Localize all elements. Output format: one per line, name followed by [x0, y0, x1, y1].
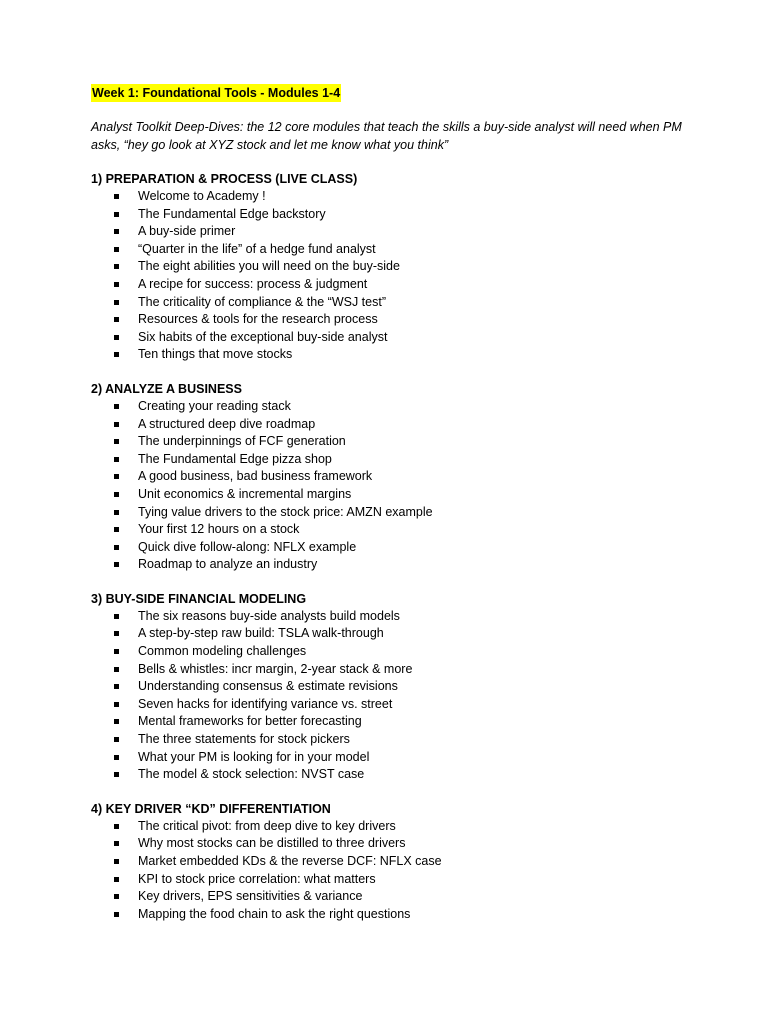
list-item — [91, 486, 691, 504]
square-bullet-icon — [114, 422, 119, 427]
section-item-list — [91, 818, 691, 924]
square-bullet-icon — [114, 335, 119, 340]
module-section — [91, 591, 691, 784]
list-item — [91, 888, 691, 906]
list-item — [91, 643, 691, 661]
section-item-list — [91, 398, 691, 574]
list-item — [91, 294, 691, 312]
square-bullet-icon — [114, 894, 119, 899]
module-sections — [91, 171, 691, 923]
list-item-text: A recipe for success: process & judgment — [138, 276, 368, 291]
list-item-text: Why most stocks can be distilled to three drivers — [138, 836, 406, 851]
list-item-text: Unit economics & incremental margins — [138, 486, 352, 501]
list-item — [91, 539, 691, 557]
list-item — [91, 678, 691, 696]
list-item-text: The underpinnings of FCF generation — [138, 434, 346, 449]
list-item-text: Bells & whistles: incr margin, 2-year stack & more — [138, 661, 413, 676]
list-item — [91, 206, 691, 224]
list-item — [91, 398, 691, 416]
square-bullet-icon — [114, 439, 119, 444]
square-bullet-icon — [114, 841, 119, 846]
square-bullet-icon — [114, 212, 119, 217]
list-item — [91, 258, 691, 276]
list-item-text: Mapping the food chain to ask the right questions — [138, 906, 411, 921]
square-bullet-icon — [114, 719, 119, 724]
square-bullet-icon — [114, 300, 119, 305]
list-item-text: The six reasons buy-side analysts build models — [138, 608, 400, 623]
module-section — [91, 801, 691, 924]
list-item-text: Market embedded KDs & the reverse DCF: NFLX case — [138, 854, 442, 868]
list-item-text: Common modeling challenges — [138, 644, 307, 659]
list-item — [91, 276, 691, 294]
square-bullet-icon — [114, 859, 119, 864]
module-section — [91, 381, 691, 574]
square-bullet-icon — [114, 474, 119, 479]
list-item-text: The Fundamental Edge backstory — [138, 206, 326, 221]
list-item-text: Roadmap to analyze an industry — [138, 557, 318, 572]
list-item — [91, 835, 691, 853]
list-item — [91, 749, 691, 767]
section-heading: 2) ANALYZE A BUSINESS — [91, 381, 242, 396]
list-item-text: The critical pivot: from deep dive to key drivers — [138, 818, 396, 833]
square-bullet-icon — [114, 737, 119, 742]
square-bullet-icon — [114, 264, 119, 269]
list-item-text: A step-by-step raw build: TSLA walk-through — [138, 626, 384, 641]
square-bullet-icon — [114, 352, 119, 357]
square-bullet-icon — [114, 545, 119, 550]
square-bullet-icon — [114, 282, 119, 287]
square-bullet-icon — [114, 492, 119, 497]
section-item-list — [91, 608, 691, 784]
list-item — [91, 696, 691, 714]
list-item-text: A structured deep dive roadmap — [138, 416, 316, 431]
list-item-text: Resources & tools for the research process — [138, 312, 378, 327]
square-bullet-icon — [114, 404, 119, 409]
list-item — [91, 504, 691, 522]
list-item-text: Your first 12 hours on a stock — [138, 522, 300, 537]
document-page — [91, 84, 691, 923]
list-item-text: Understanding consensus & estimate revisions — [138, 679, 398, 694]
list-item — [91, 241, 691, 259]
square-bullet-icon — [114, 667, 119, 672]
square-bullet-icon — [114, 702, 119, 707]
list-item — [91, 871, 691, 889]
list-item-text: The model & stock selection: NVST case — [138, 767, 365, 782]
square-bullet-icon — [114, 247, 119, 252]
square-bullet-icon — [114, 772, 119, 777]
square-bullet-icon — [114, 510, 119, 515]
list-item-text: Tying value drivers to the stock price: AMZN example — [138, 504, 433, 519]
list-item — [91, 416, 691, 434]
section-item-list — [91, 188, 691, 364]
section-heading: 4) KEY DRIVER “KD” DIFFERENTIATION — [91, 801, 331, 816]
square-bullet-icon — [114, 614, 119, 619]
list-item-text: Creating your reading stack — [138, 398, 291, 413]
square-bullet-icon — [114, 194, 119, 199]
square-bullet-icon — [114, 824, 119, 829]
square-bullet-icon — [114, 649, 119, 654]
list-item — [91, 451, 691, 469]
list-item — [91, 818, 691, 836]
square-bullet-icon — [114, 877, 119, 882]
square-bullet-icon — [114, 755, 119, 760]
square-bullet-icon — [114, 631, 119, 636]
square-bullet-icon — [114, 912, 119, 917]
module-section — [91, 171, 691, 364]
section-heading: 1) PREPARATION & PROCESS (LIVE CLASS) — [91, 172, 358, 186]
list-item-text: Ten things that move stocks — [138, 347, 293, 362]
list-item-text: Six habits of the exceptional buy-side analyst — [138, 329, 388, 344]
list-item — [91, 853, 691, 871]
list-item-text: Key drivers, EPS sensitivities & variance — [138, 889, 363, 904]
intro-paragraph: Analyst Toolkit Deep-Dives: the 12 core modules that teach the skills a buy-side analyst will need when PM asks, “hey go look at XYZ stock and let me know what you think” — [91, 120, 682, 152]
list-item — [91, 329, 691, 347]
square-bullet-icon — [114, 317, 119, 322]
list-item — [91, 223, 691, 241]
list-item — [91, 625, 691, 643]
list-item — [91, 731, 691, 749]
square-bullet-icon — [114, 229, 119, 234]
list-item — [91, 311, 691, 329]
list-item-text: A buy-side primer — [138, 224, 236, 239]
list-item-text: The criticality of compliance & the “WSJ test” — [138, 294, 386, 309]
list-item — [91, 661, 691, 679]
list-item-text: A good business, bad business framework — [138, 469, 373, 484]
square-bullet-icon — [114, 457, 119, 462]
square-bullet-icon — [114, 562, 119, 567]
list-item-text: Welcome to Academy ! — [138, 189, 266, 203]
list-item — [91, 346, 691, 364]
list-item — [91, 556, 691, 574]
list-item — [91, 766, 691, 784]
week-title-row — [91, 84, 691, 102]
list-item-text: The three statements for stock pickers — [138, 732, 350, 747]
square-bullet-icon — [114, 684, 119, 689]
list-item — [91, 468, 691, 486]
list-item-text: The Fundamental Edge pizza shop — [138, 451, 332, 466]
week-title: Week 1: Foundational Tools - Modules 1-4 — [92, 86, 341, 100]
list-item-text: KPI to stock price correlation: what matters — [138, 871, 376, 886]
list-item-text: The eight abilities you will need on the buy-side — [138, 259, 400, 274]
list-item — [91, 608, 691, 626]
list-item — [91, 906, 691, 924]
list-item-text: What your PM is looking for in your model — [138, 749, 370, 764]
list-item-text: “Quarter in the life” of a hedge fund analyst — [138, 241, 376, 256]
list-item-text: Seven hacks for identifying variance vs. street — [138, 696, 393, 711]
list-item — [91, 188, 691, 206]
list-item-text: Quick dive follow-along: NFLX example — [138, 539, 357, 554]
list-item — [91, 521, 691, 539]
list-item — [91, 433, 691, 451]
list-item-text: Mental frameworks for better forecasting — [138, 714, 362, 729]
section-heading: 3) BUY-SIDE FINANCIAL MODELING — [91, 591, 307, 606]
square-bullet-icon — [114, 527, 119, 532]
list-item — [91, 713, 691, 731]
